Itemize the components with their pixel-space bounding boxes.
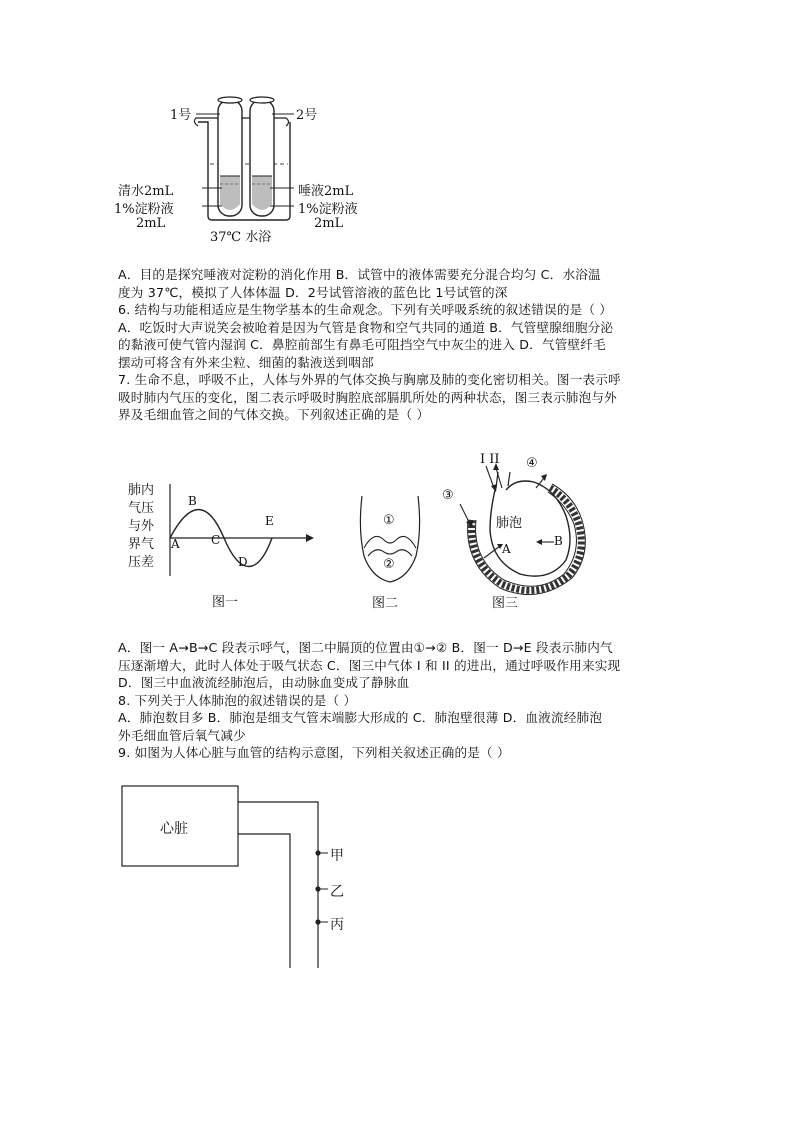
- fig2-drawing: [350, 490, 430, 590]
- fig1-caption: 图一: [212, 595, 239, 610]
- right-volume-label: 2mL: [314, 216, 344, 231]
- water-bath-label: 37℃ 水浴: [210, 230, 272, 245]
- fig3-roman-labels: I II: [480, 452, 500, 467]
- text-line: 8. 下列关于人体肺泡的叙述错误的是（ ）: [118, 692, 357, 708]
- heart-vessel-drawing: [120, 784, 380, 974]
- tube2-label: 2号: [296, 108, 318, 123]
- right-saliva-label: 唾液2mL: [298, 184, 354, 199]
- text-block-1: [118, 266, 621, 424]
- left-water-label: 清水2mL: [118, 184, 174, 199]
- text-line: A．目的是探究唾液对淀粉的消化作用 B．试管中的液体需要充分混合均匀 C．水浴温: [118, 267, 601, 282]
- fig3-alveolus-label: 肺泡: [496, 516, 523, 531]
- text-line: 界及毛细血管之间的气体交换。下列叙述正确的是（ ）: [118, 407, 430, 422]
- text-line: D．图三中血液流经肺泡后，由动脉血变成了静脉血: [118, 675, 410, 690]
- fig3-label-a: A: [502, 542, 511, 556]
- test-tube-figure: [110, 92, 390, 252]
- text-line: 的黏液可使气管内湿润 C．鼻腔前部生有鼻毛可阻挡空气中灰尘的进入 D．气管壁纤毛: [118, 337, 606, 352]
- fig3-caption: 图三: [492, 596, 519, 611]
- fig1-point-c: C: [211, 533, 221, 547]
- text-line: A．图一 A→B→C 段表示呼气，图二中膈顶的位置由①→② B．图一 D→E 段表示肺内气: [118, 640, 613, 655]
- figure-2: [350, 490, 430, 610]
- left-volume-label: 2mL: [136, 216, 166, 231]
- left-starch-label: 1%淀粉液: [114, 202, 174, 217]
- text-line: 压逐渐增大，此时人体处于吸气状态 C．图三中气体 I 和 II 的进出，通过呼吸作用来实现: [118, 657, 621, 673]
- text-line: A．肺泡数目多 B．肺泡是细支气管末端膨大形成的 C．肺泡壁很薄 D．血液流经肺泡: [118, 710, 603, 725]
- fig2-mark-1: ①: [383, 513, 395, 528]
- text-line: 摆动可将含有外来尘粒、细菌的黏液送到咽部: [118, 354, 374, 370]
- text-block-2: [118, 639, 620, 762]
- right-starch-label: 1%淀粉液: [298, 202, 358, 217]
- fig2-mark-2: ②: [383, 557, 395, 572]
- fig2-caption: 图二: [372, 596, 399, 611]
- fig3-mark-3: ③: [442, 488, 454, 503]
- text-line: 6. 结构与功能相适应是生物学基本的生命观念。下列有关呼吸系统的叙述错误的是（ ）: [118, 302, 613, 317]
- heart-vessel-figure: [120, 784, 380, 974]
- vessel-jia-label: 甲: [330, 848, 344, 864]
- vessel-bing-label: 丙: [330, 917, 344, 933]
- fig3-mark-4: ④: [526, 456, 538, 471]
- fig1-ylabel-line: 肺内: [128, 483, 155, 498]
- fig1-point-e: E: [265, 514, 274, 528]
- text-line: 外毛细血管后氧气减少: [118, 727, 246, 743]
- fig1-point-b: B: [188, 494, 197, 508]
- fig1-curve: [120, 476, 320, 586]
- text-line: A．吃饭时大声说笑会被呛着是因为气管是食物和空气共同的通道 B．气管壁腺细胞分泌: [118, 319, 614, 335]
- fig3-label-b: B: [554, 534, 563, 548]
- fig1-ylabel-line: 与外: [128, 519, 155, 534]
- heart-label: 心脏: [160, 821, 188, 837]
- fig1-ylabel-line: 压差: [128, 555, 155, 570]
- text-line: 吸时肺内气压的变化，图二表示呼吸时胸腔底部膈肌所处的两种状态，图三表示肺泡与外: [118, 389, 617, 405]
- fig1-point-a: A: [171, 537, 180, 551]
- text-line: 度为 37℃，模拟了人体体温 D．2号试管溶液的蓝色比 1号试管的深: [118, 284, 508, 300]
- fig1-ylabel-line: 气压: [128, 501, 155, 516]
- fig1-point-d: D: [238, 555, 248, 569]
- figure-1: [120, 476, 320, 611]
- text-line: 9. 如图为人体心脏与血管的结构示意图，下列相关叙述正确的是（ ）: [118, 745, 510, 760]
- vessel-yi-label: 乙: [330, 884, 344, 900]
- tube1-label: 1号: [170, 108, 192, 123]
- figure-3: [440, 450, 590, 610]
- text-line: 7. 生命不息，呼吸不止，人体与外界的气体交换与胸廓及肺的变化密切相关。图一表示呼: [118, 372, 621, 387]
- fig1-ylabel-line: 界气: [128, 537, 155, 552]
